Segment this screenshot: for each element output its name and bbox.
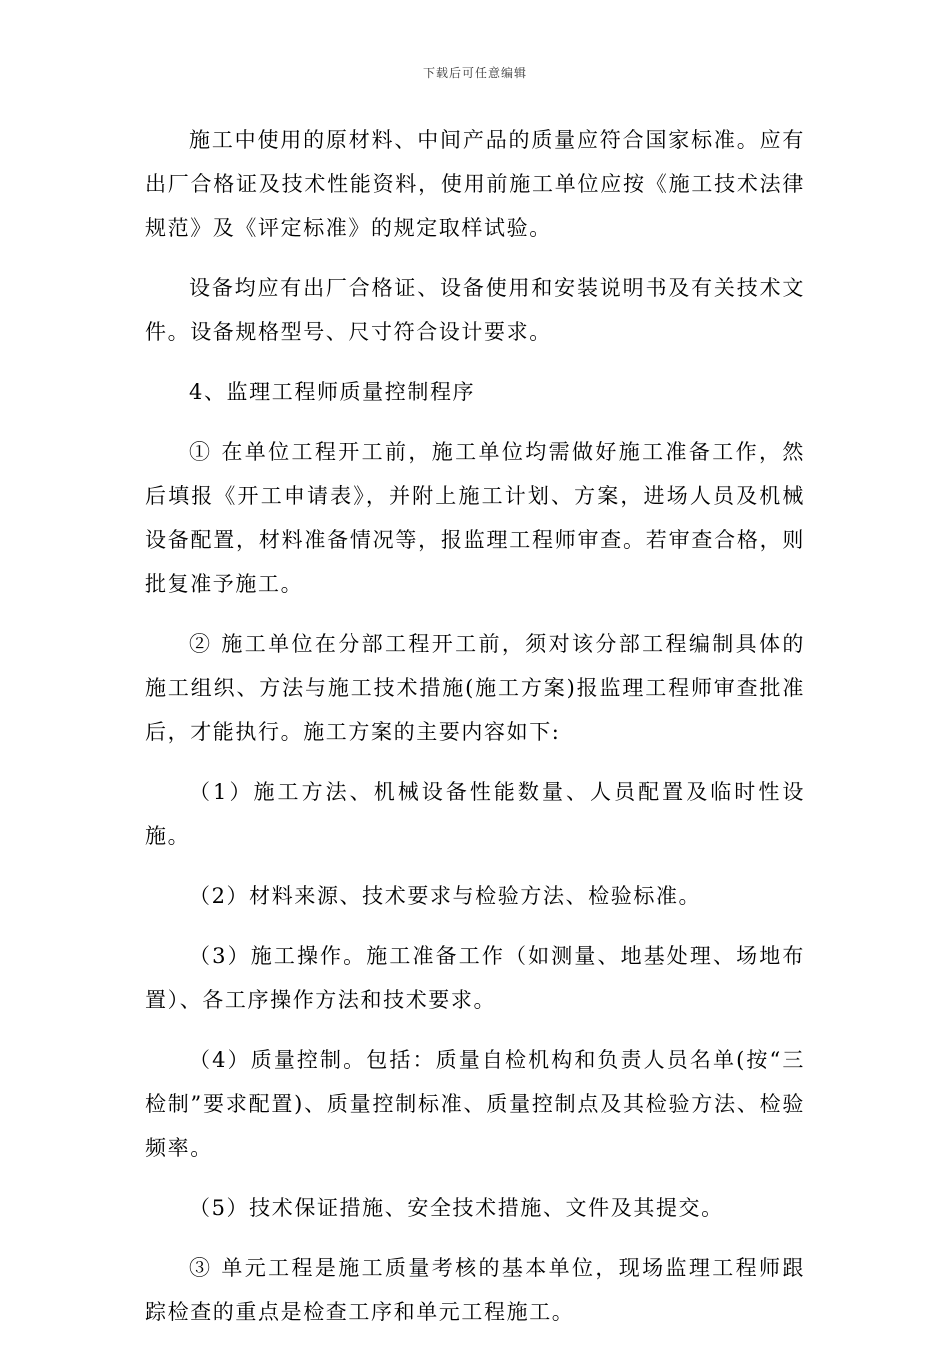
document-body	[145, 118, 805, 1350]
paragraph-step-3: ③ 单元工程是施工质量考核的基本单位，现场监理工程师跟踪检查的重点是检查工序和单元工程施工。	[145, 1256, 805, 1324]
page-header: 下载后可任意编辑	[422, 66, 527, 80]
paragraph-materials: 施工中使用的原材料、中间产品的质量应符合国家标准。应有出厂合格证及技术性能资料，使用前施工单位应按《施工技术法律规范》及《评定标准》的规定取样试验。	[145, 128, 805, 240]
list-item-5: （5）技术保证措施、安全技术措施、文件及其提交。	[189, 1196, 724, 1220]
paragraph-step-1: ① 在单位工程开工前，施工单位均需做好施工准备工作，然后填报《开工申请表》，并附上施工计划、方案，进场人员及机械设备配置，材料准备情况等，报监理工程师审查。若审查合格，则批复准予施工。	[145, 440, 805, 596]
list-item-3: （3）施工操作。施工准备工作（如测量、地基处理、场地布置）、各工序操作方法和技术要求。	[145, 944, 805, 1012]
list-item-1: （1）施工方法、机械设备性能数量、人员配置及临时性设施。	[145, 780, 805, 848]
section-heading: 4、监理工程师质量控制程序	[189, 380, 476, 404]
list-item-4: （4）质量控制。包括：质量自检机构和负责人员名单(按“三检制”要求配置)、质量控制标准、质量控制点及其检验方法、检验频率。	[145, 1048, 805, 1160]
list-item-2: （2）材料来源、技术要求与检验方法、检验标准。	[189, 884, 702, 908]
paragraph-equipment: 设备均应有出厂合格证、设备使用和安装说明书及有关技术文件。设备规格型号、尺寸符合设计要求。	[145, 276, 805, 344]
paragraph-step-2: ② 施工单位在分部工程开工前，须对该分部工程编制具体的施工组织、方法与施工技术措施(施工方案)报监理工程师审查批准后，才能执行。施工方案的主要内容如下:	[145, 632, 805, 744]
